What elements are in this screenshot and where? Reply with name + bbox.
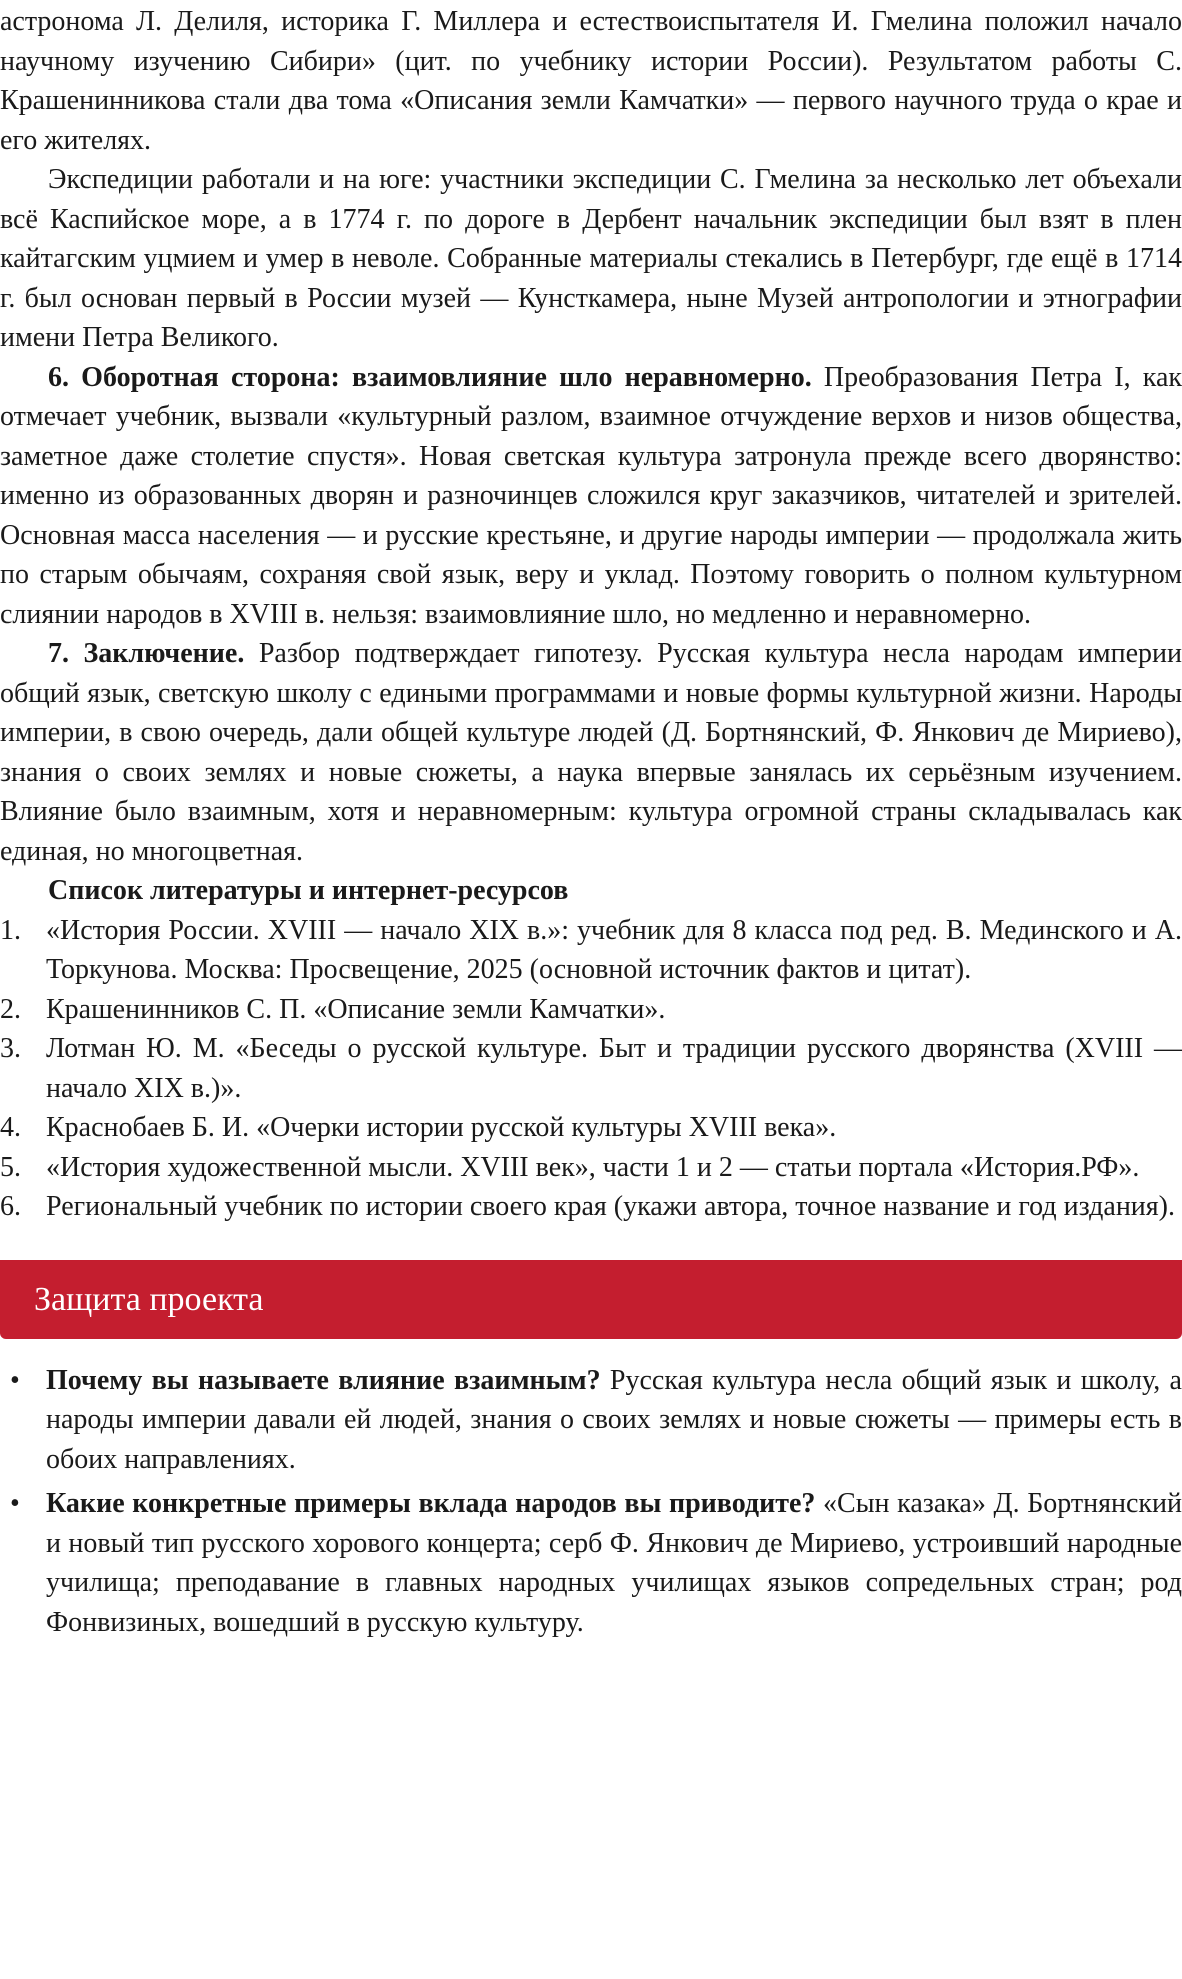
reference-text: Лотман Ю. М. «Беседы о русской культуре. Быт и традиции русского дворянства (XVIII — начало XIX в.)». — [46, 1033, 1182, 1104]
reference-number: 6. — [0, 1191, 21, 1222]
reference-number: 2. — [0, 993, 21, 1025]
reference-number: 3. — [0, 1033, 21, 1064]
defense-questions-list — [0, 1361, 1182, 1643]
reference-item — [0, 1108, 1182, 1148]
defense-answer: Русская культура несла общий язык и школу, а народы империи давали ей людей, знания о своих землях и новые сюжеты — примеры есть в обоих направлениях. — [46, 1364, 1182, 1475]
reference-text: Крашенинников С. П. «Описание земли Камчатки». — [46, 993, 666, 1025]
document-content — [0, 2, 1182, 1642]
defense-banner — [0, 1260, 1182, 1339]
paragraph-conclusion — [0, 634, 1182, 871]
reference-text: Региональный учебник по истории своего края (укажи автора, точное название и год издания). — [46, 1191, 1175, 1222]
defense-question: Почему вы называете влияние взаимным? — [46, 1364, 601, 1396]
reference-item — [0, 1187, 1182, 1227]
defense-question-item — [0, 1484, 1182, 1642]
references-list — [0, 911, 1182, 1227]
reference-number: 5. — [0, 1151, 21, 1183]
references-title: Список литературы и интернет-ресурсов — [48, 875, 569, 906]
reference-item — [0, 1029, 1182, 1108]
defense-question-item — [0, 1361, 1182, 1480]
paragraph-reverse-side-text: Преобразования Петра I, как отмечает учебник, вызвали «культурный разлом, взаимное отчуждение верхов и низов общества, заметное даже столетие спустя». Новая светская культура затронула прежде всего дворянство: именно из образованных дворян и разночинцев сложился круг заказчиков, читателей и зрителей. Основная масса населения — и русские крестьяне, и другие народы империи — продолжала жить по старым обычаям, сохраняя свой язык, веру и уклад. Поэтому говорить о полном культурном слиянии народов в XVIII в. нельзя: взаимовлияние шло, но медленно и неравномерно. — [0, 361, 1182, 630]
section-heading-6: 6. Оборотная сторона: взаимовлияние шло неравномерно. — [48, 361, 812, 393]
defense-banner-title: Защита проекта — [34, 1280, 264, 1318]
reference-item — [0, 911, 1182, 990]
defense-question: Какие конкретные примеры вклада народов вы приводите? — [46, 1488, 816, 1519]
reference-text: Краснобаев Б. И. «Очерки истории русской культуры XVIII века». — [46, 1112, 837, 1143]
paragraph-conclusion-text: Разбор подтверждает гипотезу. Русская культура несла народам империи общий язык, светскую школу с едиными программами и новые формы культурной жизни. Народы империи, в свою очередь, дали общей культуре людей (Д. Бортнянский, Ф. Янкович де Мириево), знания о своих землях и новые сюжеты, а наука впервые занялась их серьёзным изучением. Влияние было взаимным, хотя и неравномерным: культура огромной страны складывалась как единая, но многоцветная. — [0, 638, 1182, 867]
section-heading-7: 7. Заключение. — [48, 638, 245, 669]
paragraph-reverse-side — [0, 358, 1182, 635]
reference-item — [0, 1148, 1182, 1188]
reference-number: 4. — [0, 1112, 21, 1143]
bullet-icon: • — [10, 1488, 20, 1519]
reference-text: «История художественной мысли. XVIII век», части 1 и 2 — статьи портала «История.РФ». — [46, 1151, 1140, 1183]
reference-number: 1. — [0, 914, 21, 946]
bullet-icon: • — [10, 1364, 20, 1396]
reference-item — [0, 990, 1182, 1030]
paragraph-southern-expeditions: Экспедиции работали и на юге: участники экспедиции С. Гмелина за несколько лет объехали всё Каспийское море, а в 1774 г. по дороге в Дербент начальник экспедиции был взят в плен кайтагским уцмием и умер в неволе. Собранные материалы стекались в Петербург, где ещё в 1714 г. был основан первый в России музей — Кунсткамера, ныне Музей антропологии и этнографии имени Петра Великого. — [0, 164, 1182, 353]
reference-text: «История России. XVIII — начало XIX в.»: учебник для 8 класса под ред. В. Мединского и А. Торкунова. Москва: Просвещение, 2025 (основной источник фактов и цитат). — [46, 914, 1182, 985]
paragraph-siberia-study: астронома Л. Делиля, историка Г. Миллера и естествоиспытателя И. Гмелина положил начало научному изучению Сибири» (цит. по учебнику истории России). Результатом работы С. Крашенинникова стали два тома «Описания земли Камчатки» — первого научного труда о крае и его жителях. — [0, 6, 1182, 156]
defense-answer: «Сын казака» Д. Бортнянский и новый тип русского хорового концерта; серб Ф. Янкович де Мириево, устроивший народные училища; преподавание в главных народных училищах языков сопредельных стран; род Фонвизиных, вошедший в русскую культуру. — [46, 1488, 1182, 1638]
